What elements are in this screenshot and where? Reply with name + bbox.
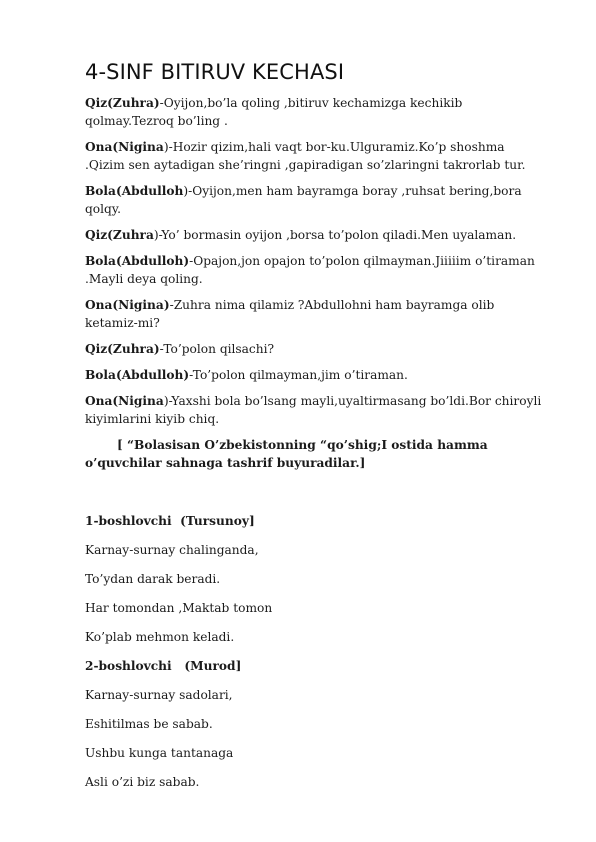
dialogue-text: )-Hozir qizim,hali vaqt bor-ku.Ulguramiz.Ko’p shoshma .Qizim sen aytadigan she’ringni ,gapiradigan so’zlaringni takrorlab tur. [85,140,526,172]
verse-line: To’ydan darak beradi. [85,572,221,586]
host2-heading: 2-boshlovchi (Murod] [85,659,242,673]
document-title: 4-SINF BITIRUV KECHASI [85,60,345,84]
dialogue-line [85,182,546,218]
dialogue-text: )-Oyijon,men ham bayramga boray ,ruhsat bering,bora qolqy. [85,184,522,216]
verse-line: Ko’plab mehmon keladi. [85,630,235,644]
dialogue-text: -To’polon qilmayman,jim o’tiraman. [189,368,408,382]
spacer [85,472,546,512]
dialogue-text: -Opajon,jon opajon to’polon qilmayman.Jiiiiim o’tiraman .Mayli deya qoling. [85,254,535,286]
dialogue-text: )-Yo’ bormasin oyijon ,borsa to’polon qiladi.Men uyalaman. [153,228,517,242]
speaker-name: Bola(Abdulloh) [85,368,190,382]
dialogue-line [85,94,546,130]
verse-line: Karnay-surnay chalinganda, [85,543,259,557]
speaker-name: Qiz(Zuhra) [85,96,160,110]
dialogue-line [85,392,546,428]
verse-line: Eshitilmas be sabab. [85,717,213,731]
dialogue-line [85,296,546,332]
dialogue-line [85,226,546,244]
speaker-name: Qiz(Zuhra) [85,342,160,356]
speaker-name: Bola(Abdulloh [85,184,184,198]
dialogue-line [85,366,546,384]
dialogue-line [85,138,546,174]
speaker-name: Ona(Nigina [85,394,164,408]
verse-line: Ushbu kunga tantanaga [85,746,234,760]
dialogue-line [85,252,546,288]
speaker-name: Bola(Abdulloh) [85,254,190,268]
dialogue-line [85,340,546,358]
verse-line: Karnay-surnay sadolari, [85,688,233,702]
stage-direction: [ “Bolasisan O’zbekistonning “qo’shig;I ostida hamma o’quvchilar sahnaga tashrif buyuradilar.] [85,438,488,470]
speaker-name: Ona(Nigina) [85,298,170,312]
dialogue-text: )-Yaxshi bola bo’lsang mayli,uyaltirmasang bo’ldi.Bor chiroyli kiyimlarini kiyib chiq. [85,394,542,426]
dialogue-text: -Zuhra nima qilamiz ?Abdullohni ham bayramga olib ketamiz-mi? [85,298,495,330]
verse-line: Har tomondan ,Maktab tomon [85,601,273,615]
verse-line: Asli o’zi biz sabab. [85,775,200,789]
dialogue-text: -Oyijon,bo’la qoling ,bitiruv kechamizga kechikib qolmay.Tezroq bo’ling . [85,96,463,128]
speaker-name: Qiz(Zuhra [85,228,154,242]
dialogue-text: -To’polon qilsachi? [159,342,275,356]
host1-heading: 1-boshlovchi (Tursunoy] [85,514,255,528]
speaker-name: Ona(Nigina [85,140,164,154]
